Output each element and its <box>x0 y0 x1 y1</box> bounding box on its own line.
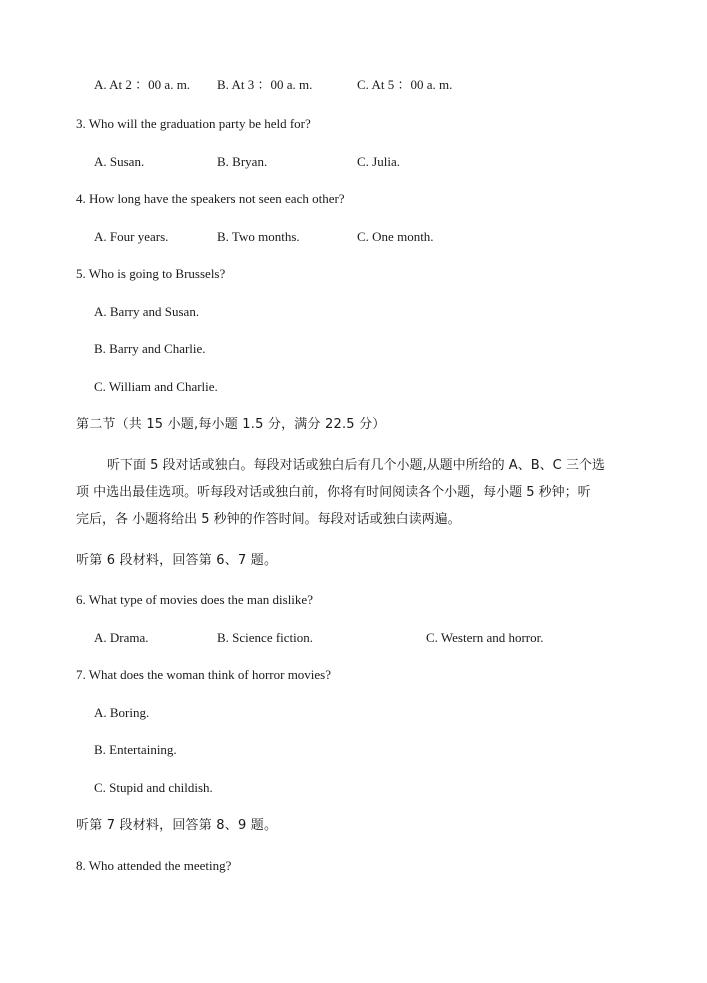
q3-stem: 3. Who will the graduation party be held for? <box>76 116 311 131</box>
q2-option-c: C. At 5 ：00 a. m. <box>357 77 453 92</box>
q4-option-b: B. Two months. <box>217 229 300 244</box>
passage-7-intro: 听第 7 段材料，回答第 8、9 题。 <box>76 818 278 833</box>
q3-option-a: A. Susan. <box>94 154 145 169</box>
instructions-line-1: 听下面 5 段对话或独白。每段对话或独白后有几个小题,从题中所给的 A、B、C 三个选 <box>107 458 605 473</box>
q7-stem: 7. What does the woman think of horror movies? <box>76 667 332 682</box>
q5-stem: 5. Who is going to Brussels? <box>76 266 226 281</box>
q3-option-c: C. Julia. <box>357 154 400 169</box>
q6-option-b: B. Science fiction. <box>217 630 314 645</box>
q4-option-a: A. Four years. <box>94 229 169 244</box>
passage-6-intro: 听第 6 段材料，回答第 6、7 题。 <box>76 553 278 568</box>
q6-stem: 6. What type of movies does the man dislike? <box>76 592 313 607</box>
q6-option-c: C. Western and horror. <box>426 630 544 645</box>
q4-stem: 4. How long have the speakers not seen each other? <box>76 191 345 206</box>
q5-option-b: B. Barry and Charlie. <box>94 341 206 356</box>
q7-option-a: A. Boring. <box>94 705 150 720</box>
q2-option-a: A. At 2 ：00 a. m. <box>94 77 191 92</box>
q3-option-b: B. Bryan. <box>217 154 268 169</box>
q5-option-c: C. William and Charlie. <box>94 379 218 394</box>
q2-option-b: B. At 3 ：00 a. m. <box>217 77 313 92</box>
q7-option-b: B. Entertaining. <box>94 742 177 757</box>
q4-option-c: C. One month. <box>357 229 434 244</box>
section-heading: 第二节（共 15 小题,每小题 1.5 分，满分 22.5 分） <box>76 417 386 432</box>
q5-option-a: A. Barry and Susan. <box>94 304 200 319</box>
instructions-line-2: 项 中选出最佳选项。听每段对话或独白前，你将有时间阅读各个小题，每小题 5 秒钟；听 <box>76 485 591 500</box>
q7-option-c: C. Stupid and childish. <box>94 780 213 795</box>
q8-stem: 8. Who attended the meeting? <box>76 858 232 873</box>
q6-option-a: A. Drama. <box>94 630 149 645</box>
instructions-line-3: 完后，各 小题将给出 5 秒钟的作答时间。每段对话或独白读两遍。 <box>76 512 461 527</box>
